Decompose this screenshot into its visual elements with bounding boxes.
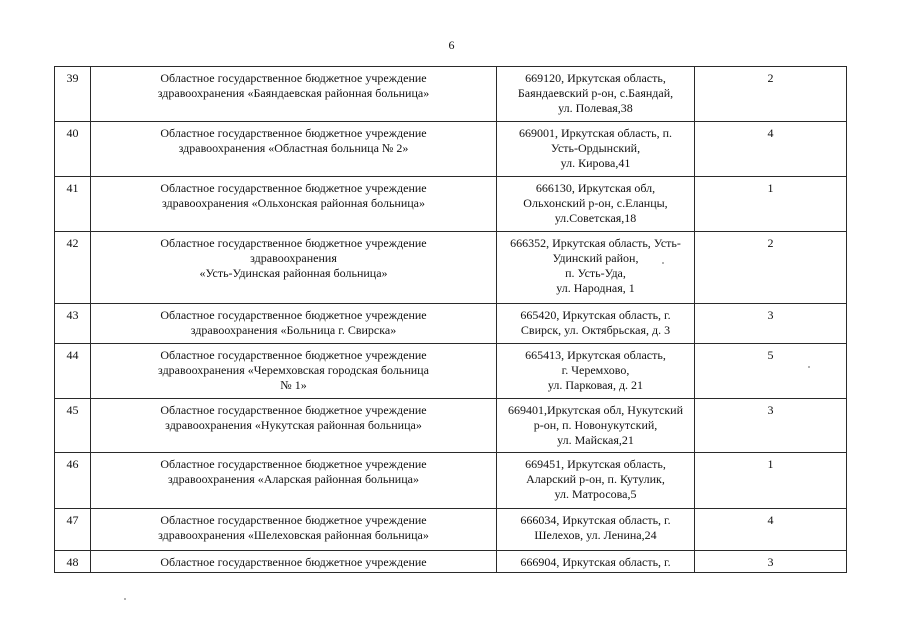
institution-address bbox=[497, 509, 695, 551]
scan-speck bbox=[662, 262, 664, 264]
institution-address bbox=[497, 399, 695, 453]
institution-name-line: Областное государственное бюджетное учреждение bbox=[160, 457, 427, 471]
institution-name-line: здравоохранения «Нукутская районная больница» bbox=[165, 418, 422, 432]
registry-table-body bbox=[55, 67, 847, 573]
table-row bbox=[55, 304, 847, 344]
address-line: ул. Полевая,38 bbox=[558, 101, 633, 115]
institution-name bbox=[91, 67, 497, 122]
institution-name-line: Областное государственное бюджетное учреждение bbox=[160, 308, 427, 322]
quantity: 1 bbox=[695, 453, 847, 509]
address-line: ул.Советская,18 bbox=[554, 211, 637, 225]
row-number: 40 bbox=[55, 122, 91, 177]
quantity: 2 bbox=[695, 67, 847, 122]
institution-name-line: «Усть-Удинская районная больница» bbox=[199, 266, 388, 280]
address-line: ул. Майская,21 bbox=[557, 433, 634, 447]
address-line: 669120, Иркутская область, bbox=[525, 71, 666, 85]
row-number: 45 bbox=[55, 399, 91, 453]
quantity: 4 bbox=[695, 509, 847, 551]
table-row bbox=[55, 67, 847, 122]
institution-name bbox=[91, 399, 497, 453]
institution-name-line: здравоохранения «Больница г. Свирска» bbox=[190, 323, 397, 337]
institution-address bbox=[497, 122, 695, 177]
address-line: 669001, Иркутская область, п. bbox=[518, 126, 673, 140]
address-line: п. Усть-Уда, bbox=[565, 266, 626, 280]
row-number: 47 bbox=[55, 509, 91, 551]
institution-name bbox=[91, 453, 497, 509]
quantity: 2 bbox=[695, 232, 847, 304]
scan-speck bbox=[124, 598, 126, 600]
page-number: 6 bbox=[448, 38, 455, 52]
institution-address bbox=[497, 304, 695, 344]
table-row bbox=[55, 177, 847, 232]
address-line: Усть-Ордынский, bbox=[550, 141, 641, 155]
address-line: Баяндаевский р-он, с.Баяндай, bbox=[517, 86, 674, 100]
institution-name-line: Областное государственное бюджетное учреждение bbox=[160, 126, 427, 140]
institution-name bbox=[91, 344, 497, 399]
address-line: ул. Кирова,41 bbox=[560, 156, 631, 170]
table-row bbox=[55, 551, 847, 573]
quantity: 5 bbox=[695, 344, 847, 399]
institution-name-line: Областное государственное бюджетное учреждение bbox=[160, 403, 427, 417]
quantity: 3 bbox=[695, 399, 847, 453]
institution-name bbox=[91, 177, 497, 232]
institution-name-line: здравоохранения bbox=[250, 251, 337, 265]
row-number: 48 bbox=[55, 551, 91, 573]
table-row bbox=[55, 509, 847, 551]
table-row bbox=[55, 344, 847, 399]
quantity: 4 bbox=[695, 122, 847, 177]
address-line: 669451, Иркутская область, bbox=[525, 457, 666, 471]
address-line: ул. Матросова,5 bbox=[554, 487, 637, 501]
institution-name-line: Областное государственное бюджетное учреждение bbox=[160, 236, 427, 250]
row-number: 46 bbox=[55, 453, 91, 509]
institution-name bbox=[91, 122, 497, 177]
institution-name-line: № 1» bbox=[280, 378, 307, 392]
institution-name bbox=[91, 304, 497, 344]
quantity: 1 bbox=[695, 177, 847, 232]
address-line: 666034, Иркутская область, г. bbox=[520, 513, 671, 527]
institution-name bbox=[91, 551, 497, 573]
address-line: ул. Парковая, д. 21 bbox=[547, 378, 644, 392]
address-line: р-он, п. Новонукутский, bbox=[533, 418, 658, 432]
institution-address bbox=[497, 551, 695, 573]
table-row bbox=[55, 399, 847, 453]
institution-name bbox=[91, 509, 497, 551]
address-line: 665420, Иркутская область, г. bbox=[520, 308, 671, 322]
scan-speck bbox=[808, 366, 810, 368]
institution-name-line: Областное государственное бюджетное учреждение bbox=[160, 71, 427, 85]
institution-name-line: здравоохранения «Шелеховская районная больница» bbox=[158, 528, 429, 542]
row-number: 43 bbox=[55, 304, 91, 344]
institution-address bbox=[497, 344, 695, 399]
address-line: Ольхонский р-он, с.Еланцы, bbox=[523, 196, 668, 210]
quantity: 3 bbox=[695, 304, 847, 344]
table-row bbox=[55, 122, 847, 177]
table-row bbox=[55, 453, 847, 509]
row-number: 42 bbox=[55, 232, 91, 304]
quantity: 3 bbox=[695, 551, 847, 573]
address-line: Аларский р-он, п. Кутулик, bbox=[526, 472, 665, 486]
institution-name-line: здравоохранения «Ольхонская районная больница» bbox=[161, 196, 426, 210]
address-line: 666904, Иркутская область, г. bbox=[520, 555, 671, 569]
address-line: Удинский район, bbox=[552, 251, 639, 265]
institution-address bbox=[497, 453, 695, 509]
address-line: Свирск, ул. Октябрьская, д. 3 bbox=[520, 323, 671, 337]
row-number: 44 bbox=[55, 344, 91, 399]
address-line: г. Черемхово, bbox=[561, 363, 630, 377]
institution-name-line: Областное государственное бюджетное учреждение bbox=[160, 555, 427, 569]
institution-address bbox=[497, 67, 695, 122]
institution-name-line: здравоохранения «Баяндаевская районная больница» bbox=[157, 86, 430, 100]
institution-name bbox=[91, 232, 497, 304]
institution-address bbox=[497, 232, 695, 304]
institution-address bbox=[497, 177, 695, 232]
hospital-registry-table bbox=[54, 66, 847, 573]
address-line: 666130, Иркутская обл, bbox=[535, 181, 656, 195]
table-row bbox=[55, 232, 847, 304]
institution-name-line: Областное государственное бюджетное учреждение bbox=[160, 181, 427, 195]
row-number: 39 bbox=[55, 67, 91, 122]
address-line: ул. Народная, 1 bbox=[556, 281, 635, 295]
institution-name-line: здравоохранения «Аларская районная больница» bbox=[168, 472, 419, 486]
address-line: 669401,Иркутская обл, Нукутский bbox=[507, 403, 684, 417]
address-line: Шелехов, ул. Ленина,24 bbox=[534, 528, 657, 542]
institution-name-line: Областное государственное бюджетное учреждение bbox=[160, 348, 427, 362]
institution-name-line: здравоохранения «Черемховская городская больница bbox=[158, 363, 429, 377]
address-line: 665413, Иркутская область, bbox=[525, 348, 666, 362]
institution-name-line: Областное государственное бюджетное учреждение bbox=[160, 513, 427, 527]
row-number: 41 bbox=[55, 177, 91, 232]
institution-name-line: здравоохранения «Областная больница № 2» bbox=[178, 141, 409, 155]
address-line: 666352, Иркутская область, Усть- bbox=[510, 236, 681, 250]
